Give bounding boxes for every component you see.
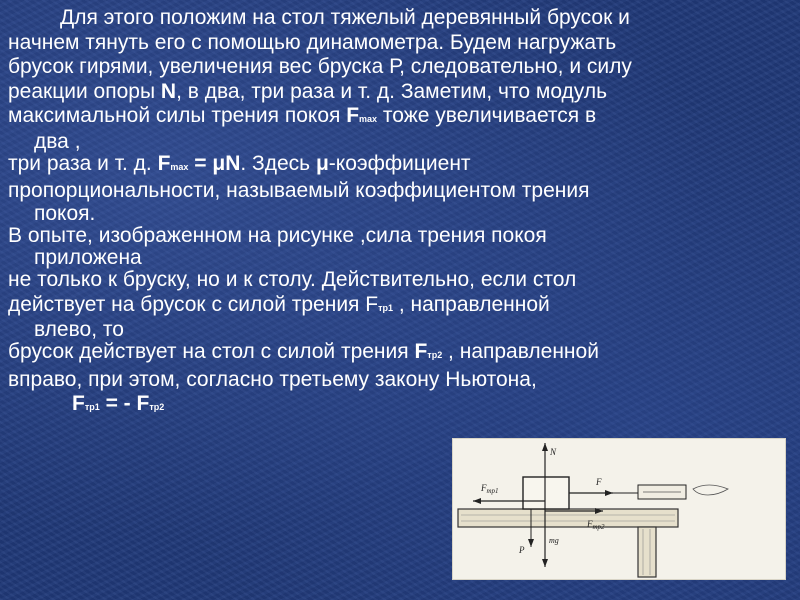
text-line-13: действует на брусок с силой трения Fтр1 , направленной [8, 292, 550, 316]
text-line-2: начнем тянуть его с помощью динамометра. Будем нагружать [8, 30, 617, 54]
text-line-9: покоя. [34, 201, 96, 225]
friction-diagram [452, 438, 786, 580]
p-label: P [519, 545, 525, 555]
table-leg [638, 527, 656, 577]
ftr1-label: $F_{тр1}$ [481, 483, 499, 495]
normal-force-symbol: N [160, 79, 177, 103]
mg-arrow-head [542, 559, 548, 567]
text-line-4: реакции опоры N, в два, три раза и т. д. Заметим, что модуль [8, 79, 608, 103]
text-line-16: вправо, при этом, согласно третьему закону Ньютона, [8, 367, 537, 391]
p-arrow-head [528, 539, 534, 547]
text-line-15: брусок действует на стол с силой трения Fтр2 , направленной [8, 340, 599, 363]
ftr1-arrow-head [473, 498, 481, 504]
hand-sketch [693, 485, 728, 495]
text-line-6: два , [34, 129, 81, 153]
slide-text [8, 6, 793, 420]
f-arrow-head [605, 490, 613, 496]
text-line-7: три раза и т. д. Fmax = μN. Здесь μ-коэффициент [8, 151, 471, 175]
wooden-block [523, 477, 569, 509]
text-line-1: Для этого положим на стол тяжелый деревянный брусок и [60, 6, 630, 29]
table-top [458, 509, 678, 527]
ftr2-label: $F_{тр2}$ [587, 519, 605, 531]
newton-third-law-formula: Fтр1 = - Fтр2 [72, 392, 165, 415]
text-line-8: пропорциональности, называемый коэффициентом трения [8, 179, 590, 202]
text-line-5: максимальной силы трения покоя Fmax тоже увеличивается в [8, 104, 597, 127]
n-label: N [550, 447, 557, 457]
friction-diagram-svg [453, 439, 785, 579]
mg-label: mg [549, 536, 559, 545]
text-line-11: приложена [34, 246, 142, 269]
f-label: F [596, 477, 602, 487]
text-line-10: В опыте, изображенном на рисунке ,сила трения покоя [8, 223, 547, 247]
text-line-3: брусок гирями, увеличения вес бруска Р, следовательно, и силу [8, 55, 632, 78]
text-line-12: не только к бруску, но и к столу. Действительно, если стол [8, 268, 577, 291]
text-line-14: влево, то [34, 318, 124, 341]
n-arrow-head [542, 443, 548, 451]
